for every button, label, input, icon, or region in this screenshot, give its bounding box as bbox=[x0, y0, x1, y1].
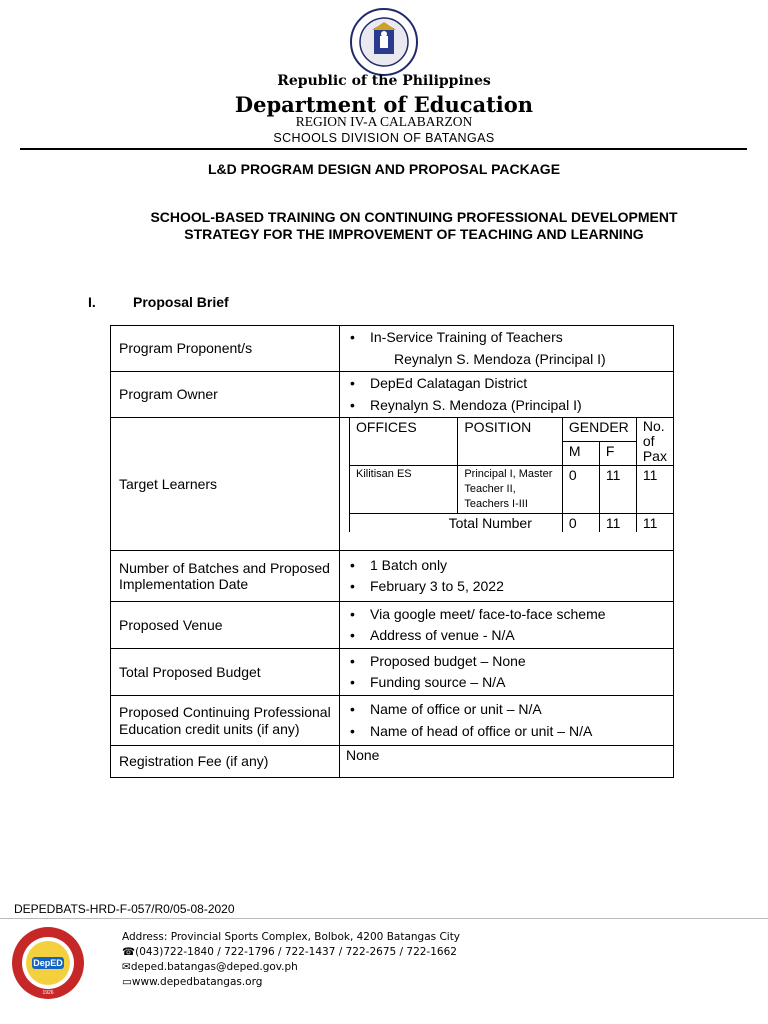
total-pax: 11 bbox=[636, 514, 673, 533]
proposal-brief-table bbox=[110, 325, 674, 778]
list-item-continuation: Reynalyn S. Mendoza (Principal I) bbox=[394, 350, 606, 367]
position-header: POSITION bbox=[458, 418, 563, 466]
bullet-list bbox=[346, 651, 667, 694]
offices-header: OFFICES bbox=[350, 418, 458, 466]
office-cell: Kilitisan ES bbox=[350, 466, 458, 514]
gender-header: GENDER bbox=[562, 418, 636, 441]
row-label: Program Owner bbox=[111, 372, 340, 418]
phone-icon: ☎ bbox=[122, 946, 136, 958]
row-label: Program Proponent/s bbox=[111, 326, 340, 372]
pax-header: No. of Pax bbox=[636, 418, 673, 466]
list-item: • Proposed budget – None bbox=[370, 651, 667, 673]
row-label: Proposed Continuing Professional Education credit units (if any) bbox=[111, 696, 340, 746]
row-label: Registration Fee (if any) bbox=[111, 746, 340, 778]
row-label: Number of Batches and Proposed Implementation Date bbox=[111, 551, 340, 602]
document-subtitle: SCHOOL-BASED TRAINING ON CONTINUING PROFESSIONAL DEVELOPMENT STRATEGY FOR THE IMPROVEMENT OF TEACHING AND LEARNING bbox=[150, 209, 678, 242]
target-learners-table bbox=[349, 418, 673, 532]
list-item: • DepEd Calatagan District bbox=[370, 373, 667, 395]
email-text: deped.batangas@deped.gov.ph bbox=[130, 961, 298, 973]
computer-icon: ▭ bbox=[122, 976, 132, 988]
list-item: • In-Service Training of Teachers bbox=[370, 327, 667, 349]
section-title: Proposal Brief bbox=[133, 294, 229, 310]
row-label: Total Proposed Budget bbox=[111, 649, 340, 696]
list-item: • Name of head of office or unit – N/A bbox=[370, 721, 667, 743]
division-batangas-logo bbox=[10, 925, 86, 1001]
website-text: www.depedbatangas.org bbox=[131, 976, 263, 988]
list-item: • Reynalyn S. Mendoza (Principal I) bbox=[370, 395, 667, 417]
fee-value: None bbox=[340, 746, 674, 778]
bullet-list bbox=[346, 327, 667, 349]
logo-center-text: DepED bbox=[33, 958, 63, 968]
pax-count-cell: 11 bbox=[636, 466, 673, 514]
list-item: • 1 Batch only bbox=[370, 555, 667, 577]
list-item: • Funding source – N/A bbox=[370, 672, 667, 694]
logo-year-text: 1926 bbox=[42, 990, 54, 996]
table-row bbox=[111, 746, 674, 778]
phone-line bbox=[122, 945, 460, 960]
bullet-list bbox=[346, 604, 667, 647]
table-row bbox=[111, 551, 674, 602]
list-item: • February 3 to 5, 2022 bbox=[370, 576, 667, 598]
gender-f-header: F bbox=[599, 441, 636, 465]
table-row bbox=[111, 372, 674, 418]
header-divider bbox=[20, 148, 747, 150]
m-count-cell: 0 bbox=[562, 466, 599, 514]
form-code: DEPEDBATS-HRD-F-057/R0/05-08-2020 bbox=[14, 902, 235, 916]
row-label: Proposed Venue bbox=[111, 602, 340, 649]
total-label: Total Number bbox=[350, 514, 563, 533]
total-f: 11 bbox=[599, 514, 636, 533]
f-count-cell: 11 bbox=[599, 466, 636, 514]
deped-seal-logo bbox=[344, 8, 424, 76]
table-row bbox=[111, 696, 674, 746]
list-item: • Address of venue - N/A bbox=[370, 625, 667, 647]
address-line: Address: Provincial Sports Complex, Bolbok, 4200 Batangas City bbox=[122, 931, 461, 943]
list-item: • Name of office or unit – N/A bbox=[370, 699, 667, 721]
total-m: 0 bbox=[562, 514, 599, 533]
gender-m-header: M bbox=[562, 441, 599, 465]
list-item: • Via google meet/ face-to-face scheme bbox=[370, 604, 667, 626]
table-row bbox=[111, 326, 674, 372]
table-row bbox=[111, 649, 674, 696]
footer-divider bbox=[0, 918, 768, 919]
division-heading: SCHOOLS DIVISION OF BATANGAS bbox=[273, 131, 495, 145]
table-row bbox=[111, 418, 674, 551]
bullet-list bbox=[346, 373, 667, 416]
section-number: I. bbox=[88, 294, 96, 310]
footer-contact-block bbox=[122, 930, 460, 990]
document-title: L&D PROGRAM DESIGN AND PROPOSAL PACKAGE bbox=[207, 161, 561, 177]
email-line bbox=[122, 960, 460, 975]
bullet-list bbox=[346, 555, 667, 598]
website-line bbox=[122, 975, 460, 990]
phone-text: (043)722-1840 / 722-1796 / 722-1437 / 722-2675 / 722-1662 bbox=[135, 946, 457, 958]
row-label: Target Learners bbox=[111, 418, 340, 551]
table-row bbox=[111, 602, 674, 649]
bullet-list bbox=[346, 699, 667, 742]
republic-heading: Republic of the Philippines bbox=[277, 73, 491, 89]
envelope-icon: ✉ bbox=[122, 961, 131, 973]
region-heading: REGION IV-A CALABARZON bbox=[295, 114, 473, 129]
position-cell: Principal I, Master Teacher II, Teachers I-III bbox=[458, 466, 563, 514]
department-heading: Department of Education bbox=[234, 92, 534, 117]
